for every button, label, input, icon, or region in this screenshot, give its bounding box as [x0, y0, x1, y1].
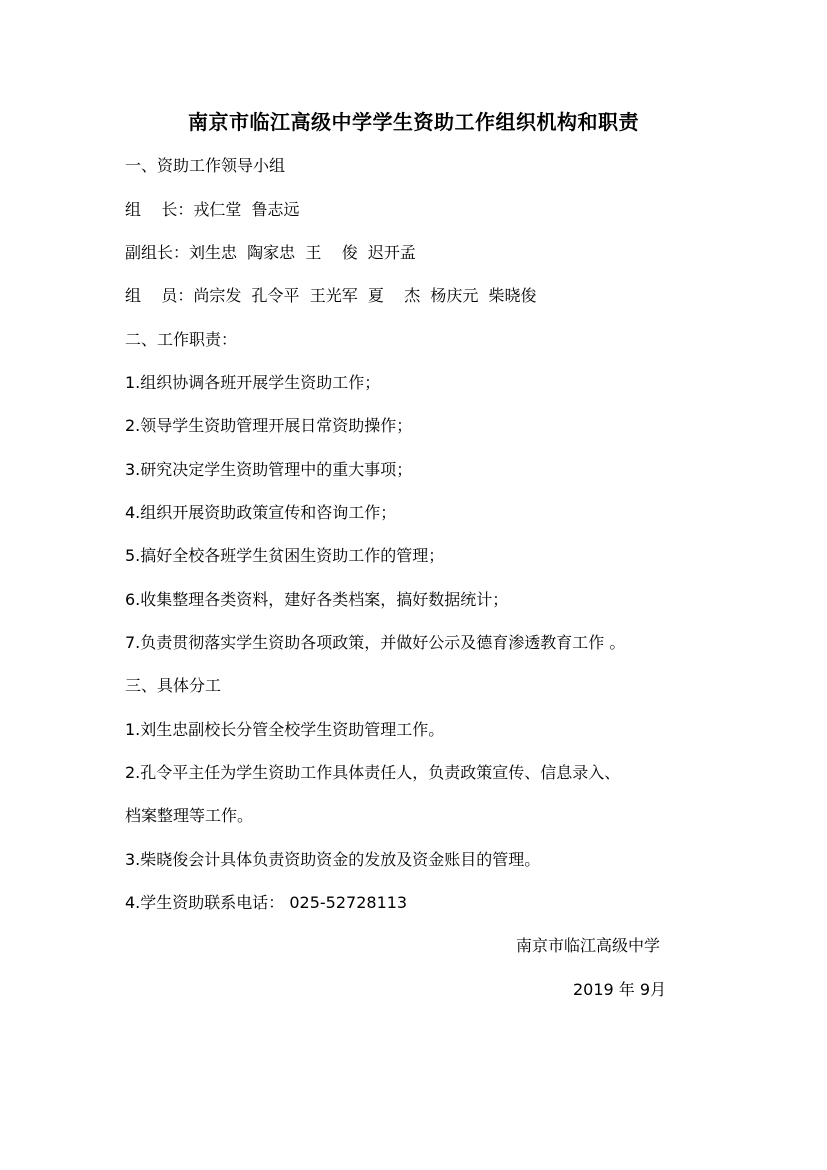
section2-heading: 二、工作职责： [125, 330, 238, 349]
assignment-item-continued: 档案整理等工作。 [125, 806, 254, 825]
group-leader-line: 组 长：戎仁堂 鲁志远 [125, 200, 300, 219]
signature-date: 2019 年 9月 [573, 980, 667, 999]
duty-item: 3.研究决定学生资助管理中的重大事项； [125, 460, 413, 479]
duty-item: 5.搞好全校各班学生贫困生资助工作的管理； [125, 546, 445, 565]
document-title: 南京市临江高级中学学生资助工作组织机构和职责 [188, 110, 639, 134]
assignment-item: 2.孔令平主任为学生资助工作具体责任人，负责政策宣传、信息录入、 [125, 763, 621, 782]
contact-phone-line: 4.学生资助联系电话： 025-52728113 [125, 893, 408, 912]
assignment-item: 1.刘生忠副校长分管全校学生资助管理工作。 [125, 720, 445, 739]
duty-item: 7.负责贯彻落实学生资助各项政策，并做好公示及德育渗透教育工作 。 [125, 633, 626, 652]
duty-item: 4.组织开展资助政策宣传和咨询工作； [125, 503, 397, 522]
section1-heading: 一、资助工作领导小组 [125, 156, 286, 175]
section3-heading: 三、具体分工 [125, 676, 222, 695]
duty-item: 6.收集整理各类资料，建好各类档案，搞好数据统计； [125, 590, 509, 609]
members-line: 组 员：尚宗发 孔令平 王光军 夏 杰 杨庆元 柴晓俊 [125, 286, 537, 305]
duty-item: 2.领导学生资助管理开展日常资助操作； [125, 416, 413, 435]
deputy-leader-line: 副组长：刘生忠 陶家忠 王 俊 迟开孟 [125, 243, 416, 262]
signature-organization: 南京市临江高级中学 [516, 936, 661, 955]
assignment-item: 3.柴晓俊会计具体负责资助资金的发放及资金账目的管理。 [125, 850, 541, 869]
duty-item: 1.组织协调各班开展学生资助工作； [125, 373, 381, 392]
